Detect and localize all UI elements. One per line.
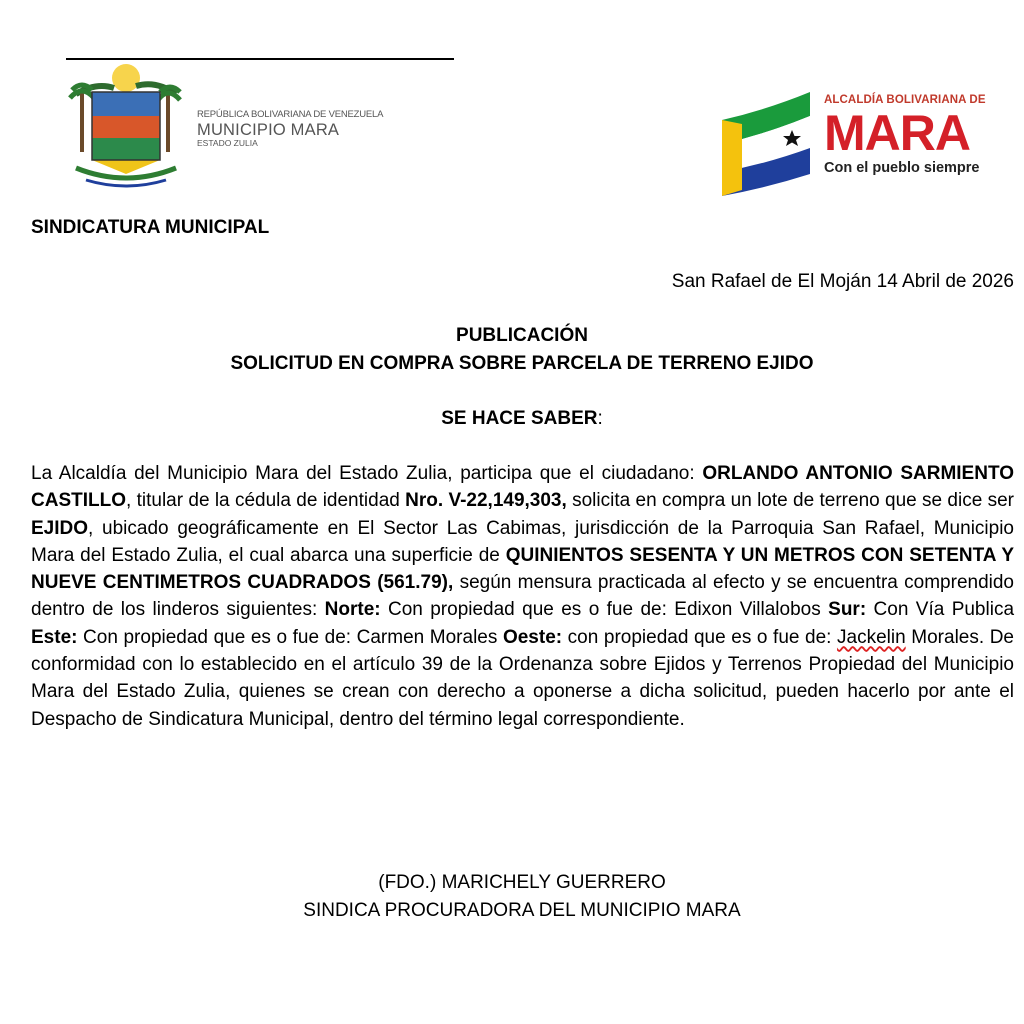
body-text-1: La Alcaldía del Municipio Mara del Estado Zulia, participa que el ciudadano: xyxy=(31,463,703,484)
body-text-5: según mensura practicada al efecto y se encuentra comprendido dentro de los linderos siguientes: xyxy=(31,572,1015,621)
notice-text: SE HACE SABER xyxy=(441,408,598,429)
signatory-name: (FDO.) MARICHELY GUERRERO xyxy=(378,872,666,893)
applicant-id: Nro. V-22,149,303, xyxy=(405,490,567,512)
document-title: PUBLICACIÓN xyxy=(456,325,588,346)
south-label: Sur: xyxy=(828,599,867,621)
west-label: Oeste: xyxy=(502,626,563,648)
municipality-wordmark xyxy=(197,110,383,148)
east-label: Este: xyxy=(31,626,78,648)
body-text-6: Morales. De conformidad con lo establecido en el artículo 39 de la Ordenanza sobre Ejidos y Terrenos Propiedad del Municipio Mara del Estado Zulia, quienes se crean con derecho a oponerse a dicha solicitud, pueden hacerlo por ante el Despacho de Sindicatura Municipal, dentro del término legal correspondiente. xyxy=(31,626,1015,730)
north-label: Norte: xyxy=(324,599,381,621)
notice-heading xyxy=(0,408,1024,430)
applicant-name: ORLANDO ANTONIO SARMIENTO CASTILLO xyxy=(31,463,1014,512)
north-boundary: Con propiedad que es o fue de: Edixon Villalobos xyxy=(380,599,829,621)
municipal-coat-of-arms xyxy=(66,64,186,189)
document-subtitle: SOLICITUD EN COMPRA SOBRE PARCELA DE TERRENO EJIDO xyxy=(230,353,814,374)
notice-colon: : xyxy=(597,408,603,429)
parcel-area: QUINIENTOS SESENTA Y UN METROS CON SETENTA Y NUEVE CENTIMETROS CUADRADOS (561.79), xyxy=(31,544,1014,594)
mara-wordmark xyxy=(824,94,986,176)
republic-label: REPÚBLICA BOLIVARIANA DE VENEZUELA xyxy=(197,109,384,120)
document-date: San Rafael de El Moján 14 Abril de 2026 xyxy=(671,271,1014,292)
publication-body xyxy=(31,460,1014,733)
body-text-3: solicita en compra un lote de terreno que se dice ser xyxy=(566,490,1014,512)
alcaldia-label: ALCALDÍA BOLIVARIANA DE xyxy=(824,94,986,106)
south-boundary: Con Vía Publica xyxy=(866,599,1015,621)
office-title: SINDICATURA MUNICIPAL xyxy=(31,217,270,238)
mara-label: MARA xyxy=(824,105,970,161)
municipality-label: MUNICIPIO MARA xyxy=(197,120,340,139)
west-boundary: con propiedad que es o fue de: xyxy=(562,626,838,648)
state-label: ESTADO ZULIA xyxy=(197,138,258,148)
slogan-label: Con el pueblo siempre xyxy=(824,160,980,176)
misspelled-name: Jackelin xyxy=(837,626,906,648)
header-rule xyxy=(66,58,454,60)
body-text-2: , titular de la cédula de identidad xyxy=(126,490,406,512)
body-text-4: , ubicado geográficamente en El Sector Las Cabimas, jurisdicción de la Parroquia San Rafael, Municipio Mara del Estado Zulia, el cual abarca una superficie de xyxy=(31,517,1014,566)
mara-flag-icon xyxy=(720,90,812,198)
signatory-role: SINDICA PROCURADORA DEL MUNICIPIO MARA xyxy=(303,900,741,921)
ejido-term: EJIDO xyxy=(31,517,89,539)
east-boundary: Con propiedad que es o fue de: Carmen Morales xyxy=(77,626,503,648)
